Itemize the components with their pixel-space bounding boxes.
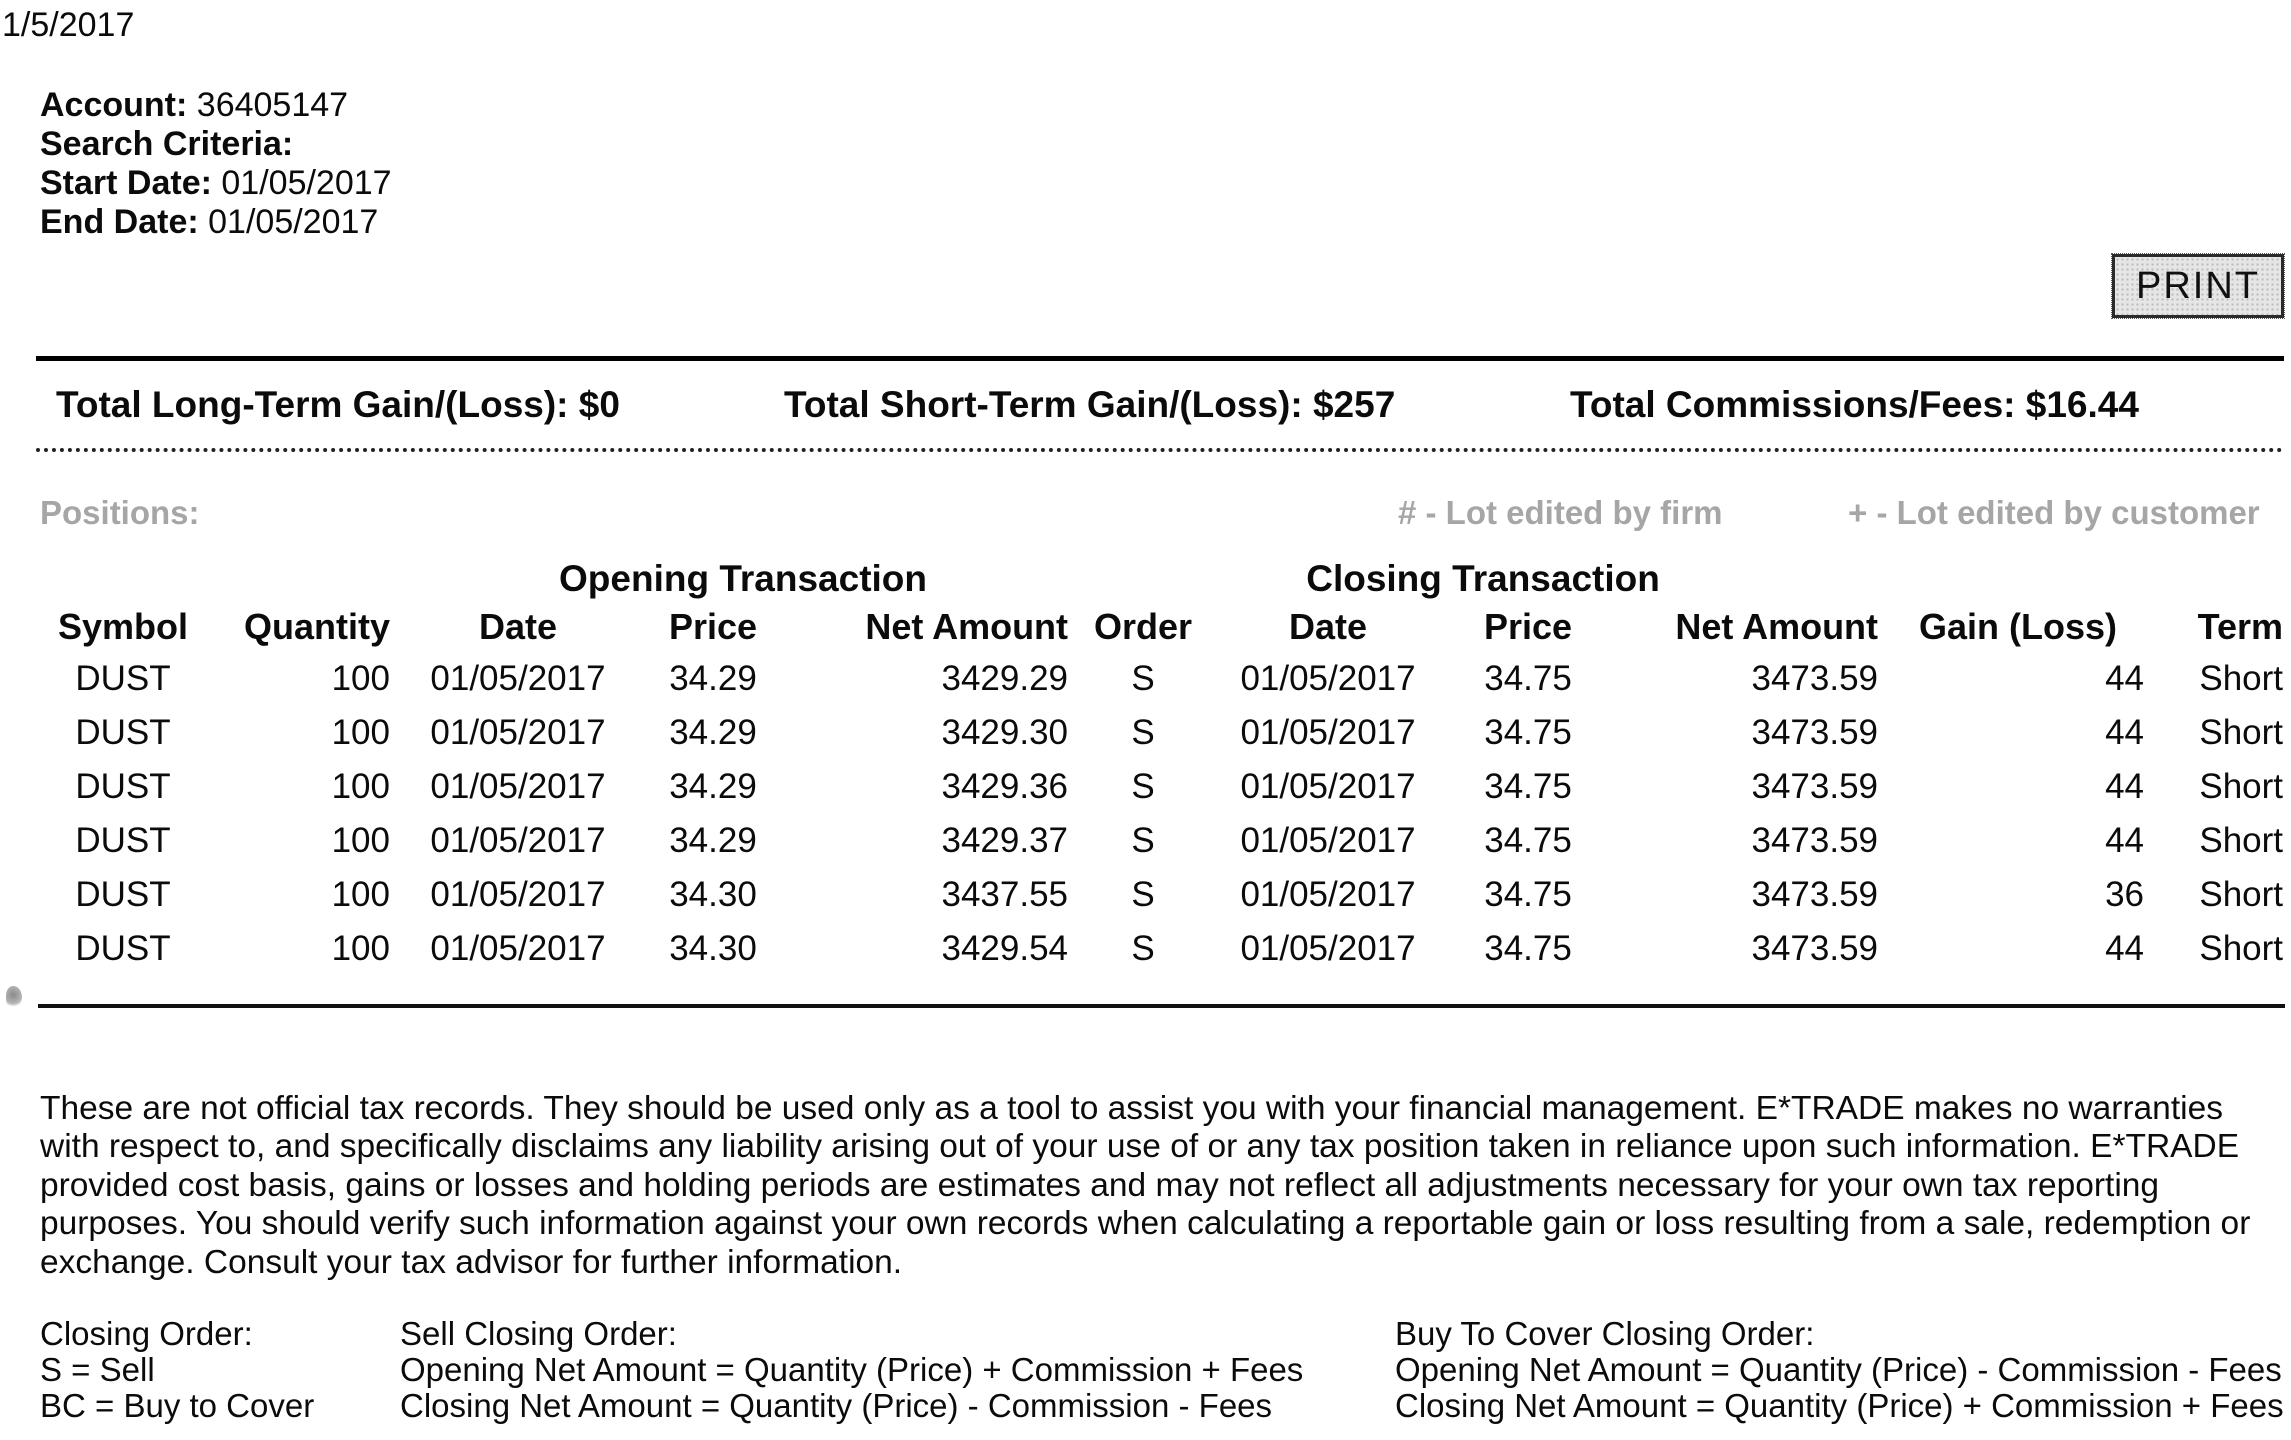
total-commissions-label: Total Commissions/Fees: [1570,383,2016,425]
positions-header-row [0,494,2291,538]
total-commissions-value: $16.44 [2025,383,2139,425]
buy-to-cover-line1: Opening Net Amount = Quantity (Price) - Commission - Fees [1395,1350,2282,1388]
cell-term: Short [2199,713,2284,752]
table-row [38,760,2283,814]
cell-close-net-amount: 3473.59 [1751,713,1879,752]
cell-close-price: 34.75 [1484,821,1572,860]
account-label: Account: [40,86,188,124]
col-header-open-price: Price [668,606,758,647]
cell-symbol: DUST [75,659,171,698]
buy-to-cover-title: Buy To Cover Closing Order: [1395,1315,1815,1352]
closing-transaction-header: Closing Transaction [1306,558,1660,599]
cell-open-price: 34.29 [669,713,757,752]
table-row [38,922,2283,976]
cell-gain-loss: 44 [2105,713,2145,752]
cell-open-price: 34.29 [669,767,757,806]
total-long-term-label: Total Long-Term Gain/(Loss): [56,383,569,425]
sell-closing-order-legend [400,1316,1303,1423]
positions-title: Positions: [40,494,200,531]
cell-close-price: 34.75 [1484,767,1572,806]
cell-order: S [1131,821,1155,860]
start-date-label: Start Date: [40,164,212,202]
scan-speck [6,986,22,1008]
cell-order: S [1131,929,1155,968]
cell-quantity: 100 [331,875,390,914]
col-header-open-date: Date [478,606,558,647]
totals-bar [36,356,2284,452]
sell-closing-order-line1: Opening Net Amount = Quantity (Price) + Commission + Fees [400,1350,1304,1388]
total-short-term [784,384,1395,426]
table-row [38,814,2283,868]
cell-open-date: 01/05/2017 [430,713,606,752]
buy-to-cover-closing-order-legend [1395,1316,2284,1423]
cell-open-date: 01/05/2017 [430,875,606,914]
cell-order: S [1131,767,1155,806]
print-button[interactable]: PRINT [2112,254,2284,318]
cell-gain-loss: 44 [2105,821,2145,860]
cell-open-net-amount: 3437.55 [941,875,1069,914]
positions-table [38,556,2283,976]
closing-order-line2: BC = Buy to Cover [40,1386,315,1424]
table-bottom-rule [38,1004,2285,1008]
cell-open-price: 34.30 [669,875,757,914]
total-commissions [1570,384,2139,426]
cell-open-date: 01/05/2017 [430,821,606,860]
group-header-spacer [38,556,408,602]
cell-symbol: DUST [75,767,171,806]
buy-to-cover-line2: Closing Net Amount = Quantity (Price) + Commission + Fees [1395,1386,2284,1424]
cell-close-net-amount: 3473.59 [1751,821,1879,860]
sell-closing-order-title: Sell Closing Order: [400,1315,677,1352]
group-header-spacer [1888,556,2283,602]
total-short-term-label: Total Short-Term Gain/(Loss): [784,383,1303,425]
cell-open-net-amount: 3429.37 [941,821,1069,860]
cell-close-net-amount: 3473.59 [1751,875,1879,914]
cell-symbol: DUST [75,821,171,860]
end-date-value: 01/05/2017 [208,203,379,241]
cell-quantity: 100 [331,713,390,752]
cell-open-date: 01/05/2017 [430,929,606,968]
table-row [38,652,2283,706]
opening-transaction-header: Opening Transaction [559,558,928,599]
cell-order: S [1131,659,1155,698]
col-header-close-date: Date [1289,606,1368,647]
col-header-close-net-amount: Net Amount [1675,606,1879,647]
lot-edited-by-firm-legend: # - Lot edited by firm [1398,494,1723,531]
cell-gain-loss: 44 [2105,929,2145,968]
cell-close-date: 01/05/2017 [1240,929,1416,968]
cell-term: Short [2199,929,2284,968]
col-header-open-net-amount: Net Amount [865,606,1069,647]
cell-close-price: 34.75 [1484,929,1572,968]
closing-order-title: Closing Order: [40,1315,253,1352]
account-value: 36405147 [196,86,349,124]
cell-open-net-amount: 3429.36 [941,767,1069,806]
lot-edited-by-customer-legend: + - Lot edited by customer [1848,494,2260,531]
cell-close-price: 34.75 [1484,713,1572,752]
cell-order: S [1131,713,1155,752]
column-header-row [38,602,2283,652]
cell-close-net-amount: 3473.59 [1751,767,1879,806]
start-date-value: 01/05/2017 [221,164,392,202]
cell-term: Short [2199,767,2284,806]
col-header-term: Term [2197,606,2284,647]
cell-close-net-amount: 3473.59 [1751,929,1879,968]
start-date-line [40,164,392,203]
cell-quantity: 100 [331,821,390,860]
cell-close-date: 01/05/2017 [1240,875,1416,914]
closing-order-line1: S = Sell [40,1350,155,1388]
cell-quantity: 100 [331,767,390,806]
cell-term: Short [2199,821,2284,860]
sell-closing-order-line2: Closing Net Amount = Quantity (Price) - Commission - Fees [400,1386,1273,1424]
total-short-term-value: $257 [1312,383,1396,425]
end-date-line [40,203,392,242]
cell-open-date: 01/05/2017 [430,767,606,806]
cell-gain-loss: 44 [2105,659,2145,698]
search-criteria-label: Search Criteria: [40,125,294,163]
transaction-group-header-row [38,556,2283,602]
search-criteria-line [40,125,392,164]
positions-table-body [38,652,2283,976]
table-row [38,706,2283,760]
cell-order: S [1131,875,1155,914]
total-long-term [56,384,620,426]
cell-gain-loss: 44 [2105,767,2145,806]
cell-open-date: 01/05/2017 [430,659,606,698]
cell-gain-loss: 36 [2105,875,2145,914]
cell-term: Short [2199,875,2284,914]
cell-close-date: 01/05/2017 [1240,821,1416,860]
cell-close-price: 34.75 [1484,659,1572,698]
cell-close-price: 34.75 [1484,875,1572,914]
account-line [40,86,392,125]
col-header-close-price: Price [1483,606,1573,647]
col-header-order: Order [1094,606,1193,647]
account-block [40,86,392,242]
col-header-quantity: Quantity [243,606,390,647]
cell-open-price: 34.29 [669,821,757,860]
print-date: 1/5/2017 [2,6,135,44]
cell-open-price: 34.30 [669,929,757,968]
cell-term: Short [2199,659,2284,698]
col-header-symbol: Symbol [57,606,189,647]
cell-close-net-amount: 3473.59 [1751,659,1879,698]
cell-close-date: 01/05/2017 [1240,659,1416,698]
cell-quantity: 100 [331,659,390,698]
cell-open-net-amount: 3429.29 [941,659,1069,698]
closing-order-legend [40,1316,314,1423]
table-row [38,868,2283,922]
cell-symbol: DUST [75,875,171,914]
cell-symbol: DUST [75,929,171,968]
disclaimer-paragraph: These are not official tax records. They should be used only as a tool to assist you with your financial management. E*TRADE makes no warranties with respect to, and specifically disclaims any liability arising out of your use of or any tax position taken in reliance upon such information. E*TRADE provided cost basis, gains or losses and holding periods are estimates and may not reflect all adjustments necessary for your own tax reporting purposes. You should verify such information against your own records when calculating a reportable gain or loss resulting from a sale, redemption or exchange. Consult your tax advisor for further information. [40,1089,2251,1281]
cell-symbol: DUST [75,713,171,752]
cell-open-net-amount: 3429.54 [941,929,1069,968]
cell-quantity: 100 [331,929,390,968]
cell-close-date: 01/05/2017 [1240,767,1416,806]
end-date-label: End Date: [40,203,199,241]
total-long-term-value: $0 [578,383,620,425]
cell-open-net-amount: 3429.30 [941,713,1069,752]
cell-close-date: 01/05/2017 [1240,713,1416,752]
col-header-gain-loss: Gain (Loss) [1919,606,2118,647]
cell-open-price: 34.29 [669,659,757,698]
